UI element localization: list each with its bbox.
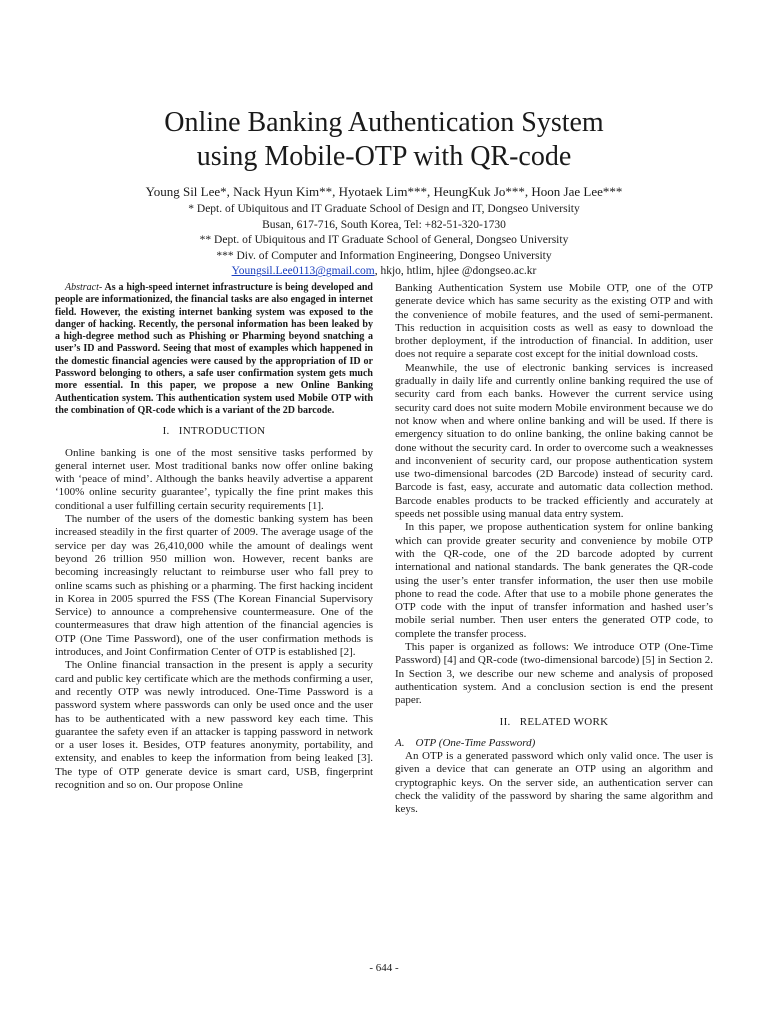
right-column	[395, 282, 713, 817]
page-number: - 644 -	[369, 962, 399, 974]
intro-paragraph-1: Online banking is one of the most sensitive tasks performed by general internet user. Most traditional banks now offer online baking with ‘peace of mind’. Although the banks heavily advertise a apparent ‘100% online security guarantee’, typically the fine print makes this conditional a user fulfilling certain security requirements [1].	[55, 446, 373, 512]
abstract	[55, 282, 373, 417]
subsection-heading-otp: A. OTP (One-Time Password)	[395, 736, 536, 749]
affiliation-4: *** Div. of Computer and Information Engineering, Dongseo University	[216, 249, 552, 262]
intro-paragraph-5: In this paper, we propose authentication system for online banking which can provide greater security and convenience by mobile OTP with the QR-code, one of the 2D barcode adopted by current international and national standards. The bank generates the QR-code using the user’s enter transfer information, the user then use mobile phone to read the code. After that use to a mobile phone generates the OTP code with the input of transfer information and hashed user’s mobile serial number. Then user enters the generated OTP code, to complete the transfer process.	[395, 521, 713, 640]
intro-paragraph-4: Meanwhile, the use of electronic banking services is increased gradually in daily life and currently online banking required the use of security card from each banks. However the current service using security card does not suite modern Mobile environment because we do not know when and where online banking and will be used. If there is emergency situation to do online banking, the online baking cannot be done without the security card. In order to overcome such a weaknesses and inconvenient of security card, our propose authentication system use two-dimensional barcodes (2D Barcode) instead of security card. Barcode is fast, easy, accurate and automatic data collection method. Barcode enables products to be tracked efficiently and accurately at speeds net possible using manual data entry system.	[395, 361, 713, 521]
intro-paragraph-3: The Online financial transaction in the present is apply a security card and public key certificate which are the methods confirming a user, and recently OTP was newly introduced. One-Time Password is a password system where passwords can only be used once and the user has to be authenticated with a new password key each time. This guarantee the safety even if an attacker is tapping password in network or a user loses it. Besides, OTP features anonymity, portability, and extensity, and enables to keep the information from being leaked [3]. The type of OTP generate device is smart card, USB, fingerprint recognition and so on. Our propose Online	[55, 659, 373, 791]
section-heading-introduction: I. INTRODUCTION	[162, 425, 266, 438]
author-list: Young Sil Lee*, Nack Hyun Kim**, Hyotaek Lim***, HeungKuk Jo***, Hoon Jae Lee***	[145, 184, 623, 199]
abstract-label: Abstract-	[65, 282, 103, 293]
otp-paragraph: An OTP is a generated password which only valid once. The user is given a device that can generate an OTP using an algorithm and cryptographic keys. On the server side, an authentication server can check the validity of the password by sharing the same algorithm and keys.	[395, 750, 713, 816]
section-heading-related-work: II. RELATED WORK	[499, 715, 609, 728]
affiliations	[0, 202, 768, 280]
email-line	[0, 264, 768, 280]
intro-paragraph-6: This paper is organized as follows: We introduce OTP (One-Time Password) [4] and QR-code (two-dimensional barcode) [5] in Section 2. In Section 3, we describe our new scheme and analysis of proposed authentication system. And a conclusion section is end the present paper.	[395, 641, 713, 707]
title-line-2: using Mobile-OTP with QR-code	[196, 141, 572, 172]
email-link[interactable]: Youngsil.Lee0113@gmail.com	[231, 265, 375, 278]
abstract-text: As a high-speed internet infrastructure is being developed and people are informationized, the financial tasks are also engaged in internet field. However, the existing internet banking system was exposed to the danger of hacking. Recently, the personal information has been leaked by a high-degree method such as Phishing or Pharming beyond snatching a user’s ID and Password. Seeing that most of examples which happened in the domestic financial agencies were caused by the appropriation of ID or Password belonging to others, a safe user confirmation system gets much more essential. In this paper, we propose a new Online Banking Authentication system. This authentication system used Mobile OTP with the combination of QR-code which is a variant of the 2D barcode.	[55, 282, 373, 416]
affiliation-1: * Dept. of Ubiquitous and IT Graduate School of Design and IT, Dongseo University	[188, 203, 580, 215]
intro-paragraph-2: The number of the users of the domestic banking system has been increased steadily in the first quarter of 2009. The average usage of the service per day was 26,410,000 while the amount of dealings went beyond 26 trillion 950 million won. However, recent banks are becoming increasingly reluctant to reimburse user who fall prey to online scams such as phishing or a pharming. The first hacking incident in Korea in 2005 spurred the FSS (The Korean Financial Supervisory Service) to announce a comprehensive countermeasure. One of the countermeasures that draw high attention of the financial agencies is OTP (One Time Password), one of the user confirmation methods is introduces, and Joint Confirmation Center of OTP is established [2].	[55, 513, 373, 659]
affiliation-3: ** Dept. of Ubiquitous and IT Graduate School of General, Dongseo University	[199, 234, 569, 247]
intro-paragraph-3-continued: Banking Authentication System use Mobile OTP, one of the OTP generate device which has same security as the existing OTP and with the convenience of mobile features, and the used of semi-permanent. This reduction in acquisition costs as well as easy to download the brother deployment, if the introduction of financial. In addition, user does not require a separate cost except for the initial download costs.	[395, 282, 713, 361]
left-column	[55, 282, 373, 792]
affiliation-2: Busan, 617-716, South Korea, Tel: +82-51-320-1730	[262, 218, 506, 231]
email-rest: , hkjo, htlim, hjlee @dongseo.ac.kr	[374, 265, 537, 278]
paper-title	[0, 106, 768, 174]
title-line-1: Online Banking Authentication System	[164, 107, 604, 138]
